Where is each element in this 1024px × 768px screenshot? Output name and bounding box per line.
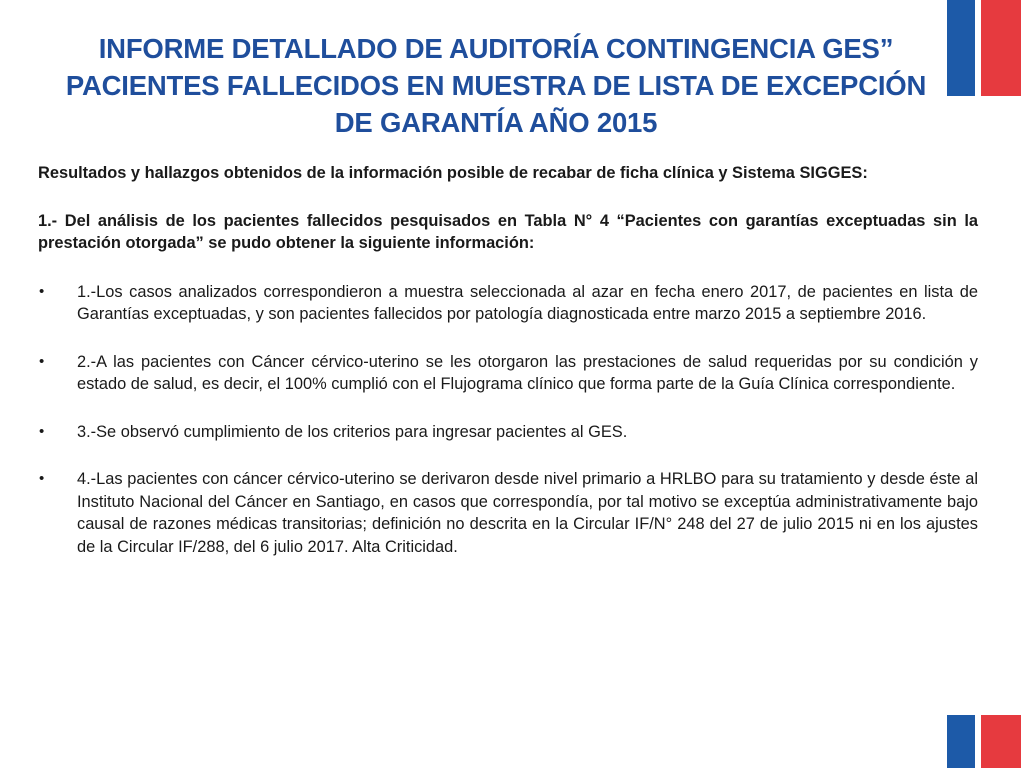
list-item [38, 421, 978, 444]
flag-decoration-bottom [941, 715, 1021, 768]
slide-body [38, 162, 978, 583]
bullet-icon: • [39, 282, 45, 300]
flag-blue-bar [947, 715, 975, 768]
flag-red-bar [981, 715, 1021, 768]
bullet-icon: • [39, 352, 45, 370]
title-line-1: INFORME DETALLADO DE AUDITORÍA CONTINGENCIA GES” [98, 33, 894, 64]
list-item-text: 1.-Los casos analizados correspondieron a muestra seleccionada al azar en fecha enero 2017, de pacientes en lista de Garantías exceptuadas, y son pacientes fallecidos por patología diagnosticada entre marzo 2015 a septiembre 2016. [77, 282, 978, 323]
bullet-icon: • [39, 470, 45, 487]
list-item-text: 3.-Se observó cumplimiento de los criterios para ingresar pacientes al GES. [77, 422, 628, 441]
intro-paragraph: Resultados y hallazgos obtenidos de la información posible de recabar de ficha clínica y Sistema SIGGES: [38, 164, 868, 182]
list-item [38, 281, 978, 326]
list-item-text: 4.-Las pacientes con cáncer cérvico-uterino se derivaron desde nivel primario a HRLBO para su tratamiento y desde éste al Instituto Nacional del Cáncer en Santiago, en casos que correspondía, por tal motivo se exceptúa administrativamente bajo causal de razones médicas transitorias; definición no descrita en la Circular IF/N° 248 del 27 de julio 2015 ni en los ajustes de la Circular IF/288, del 6 julio 2017. Alta Criticidad. [77, 470, 978, 556]
lead-paragraph: 1.- Del análisis de los pacientes fallecidos pesquisados en Tabla N° 4 “Pacientes con garantías exceptuadas sin la prestación otorgada” se pudo obtener la siguiente información: [38, 211, 978, 252]
page-title [36, 30, 956, 141]
findings-list [38, 281, 978, 559]
title-line-2: PACIENTES FALLECIDOS EN MUESTRA DE LISTA DE EXCEPCIÓN [65, 70, 927, 101]
list-item [38, 351, 978, 396]
list-item-text: 2.-A las pacientes con Cáncer cérvico-uterino se les otorgaron las prestaciones de salud requeridas por su condición y estado de salud, es decir, el 100% cumplió con el Flujograma clínico que forma parte de la Guía Clínica correspondiente. [77, 352, 978, 393]
title-line-3: DE GARANTÍA AÑO 2015 [334, 107, 658, 138]
bullet-icon: • [39, 422, 45, 440]
flag-red-bar [981, 0, 1021, 96]
list-item [38, 468, 978, 558]
